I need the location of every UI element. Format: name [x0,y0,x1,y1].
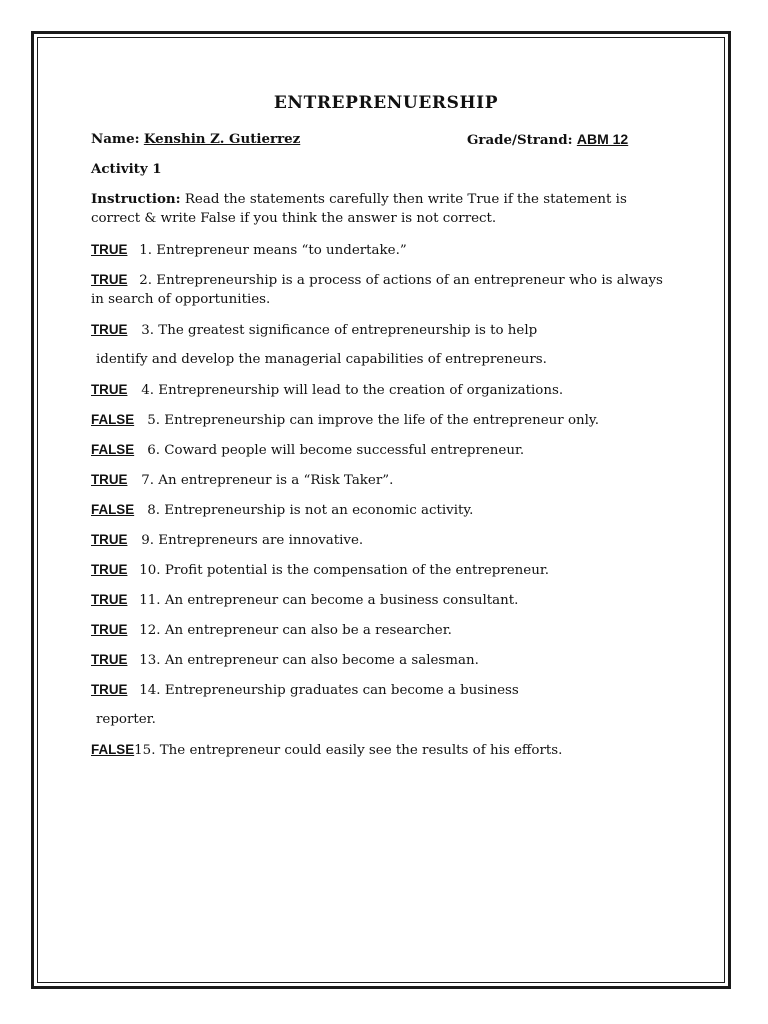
answer-13: TRUE [91,652,128,667]
answer-3: TRUE [91,322,128,337]
name-line [91,130,300,149]
list-item [91,440,524,460]
answer-10: TRUE [91,562,128,577]
statement-13: 13. An entrepreneur can also become a salesman. [139,653,479,668]
document-title: ENTREPRENUERSHIP [273,93,499,113]
list-item [91,620,452,640]
list-item [91,680,519,700]
list-item [91,240,407,260]
answer-2: TRUE [91,272,128,287]
list-item [91,560,549,580]
statement-14: 14. Entrepreneurship graduates can become a business [139,683,519,698]
list-item [91,530,363,550]
statement-15: 15. The entrepreneur could easily see the results of his efforts. [134,743,563,758]
name-value: Kenshin Z. Gutierrez [143,131,301,147]
grade-label: Grade/Strand: [467,132,573,148]
statement-7: 7. An entrepreneur is a “Risk Taker”. [141,473,394,488]
answer-9: TRUE [91,532,128,547]
statement-5: 5. Entrepreneurship can improve the life of the entrepreneur only. [147,413,599,428]
list-item [91,470,393,490]
list-item [91,410,599,430]
answer-14: TRUE [91,682,128,697]
list-item [91,590,518,610]
statement-2: 2. Entrepreneurship is a process of actions of an entrepreneur who is always in search of opportunities. [91,273,663,307]
statement-9: 9. Entrepreneurs are innovative. [141,533,364,548]
answer-15: FALSE [91,742,135,757]
answer-7: TRUE [91,472,128,487]
list-item [91,270,677,309]
list-item [91,740,562,760]
statement-3: 3. The greatest significance of entrepreneurship is to help [141,323,538,338]
answer-6: FALSE [91,442,135,457]
statement-11: 11. An entrepreneur can become a business consultant. [139,593,519,608]
list-item [91,380,563,400]
instruction-label: Instruction: [91,191,181,207]
name-label: Name: [91,131,140,147]
grade-line [467,130,628,150]
answer-1: TRUE [91,242,128,257]
list-item [91,500,473,520]
statement-1: 1. Entrepreneur means “to undertake.” [139,243,407,258]
answer-5: FALSE [91,412,135,427]
list-item [91,320,537,340]
statement-3-continued: identify and develop the managerial capabilities of entrepreneurs. [96,352,547,367]
answer-11: TRUE [91,592,128,607]
statement-8: 8. Entrepreneurship is not an economic activity. [147,503,474,518]
grade-value: ABM 12 [576,131,629,147]
answer-4: TRUE [91,382,128,397]
statement-10: 10. Profit potential is the compensation of the entrepreneur. [139,563,550,578]
list-item [91,650,479,670]
activity-heading: Activity 1 [91,161,162,177]
statement-4: 4. Entrepreneurship will lead to the creation of organizations. [141,383,564,398]
answer-8: FALSE [91,502,135,517]
statement-6: 6. Coward people will become successful entrepreneur. [147,443,525,458]
answer-12: TRUE [91,622,128,637]
instruction [91,190,677,228]
statement-12: 12. An entrepreneur can also be a researcher. [139,623,452,638]
instruction-text: Read the statements carefully then write True if the statement is correct & write False if you think the answer is not correct. [91,192,627,226]
statement-14-continued: reporter. [96,712,156,727]
